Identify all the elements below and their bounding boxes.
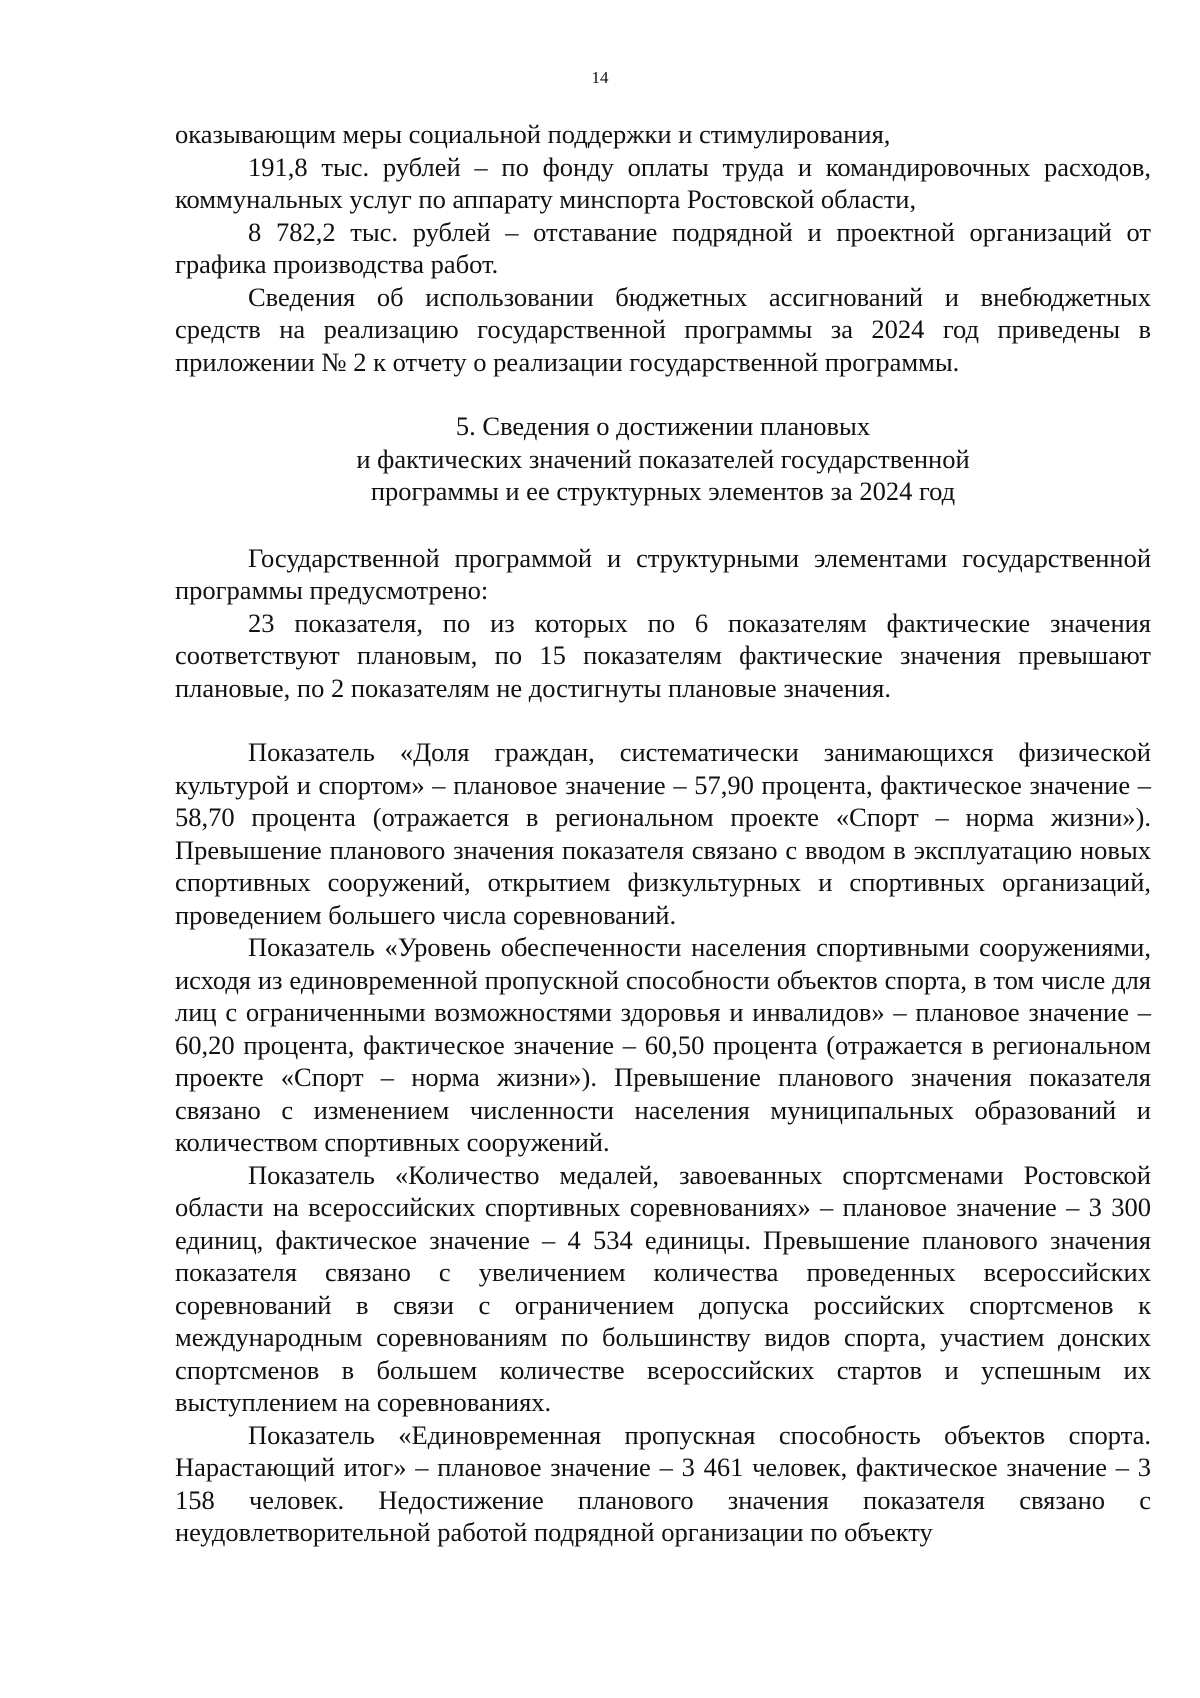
paragraph: Показатель «Доля граждан, систематически занимающихся физической культурой и спортом» – плановое значение – 57,90 процента, фактическое значение – 58,70 процента (отражается в региональном проекте «Спорт – норма жизни»). Превышение планового значения показателя связано с вводом в эксплуатацию новых спортивных сооружений, открытием физкультурных и спортивных организаций, проведением большего числа соревнований. (175, 737, 1151, 930)
section-heading-line: и фактических значений показателей государственной (356, 443, 970, 474)
paragraph: 191,8 тыс. рублей – по фонду оплаты труда и командировочных расходов, коммунальных услуг по аппарату минспорта Ростовской области, (175, 151, 1151, 214)
page-number: 14 (591, 68, 609, 87)
document-body (175, 118, 1151, 1549)
section-heading (175, 410, 1151, 508)
paragraph: Сведения об использовании бюджетных ассигнований и внебюджетных средств на реализацию государственной программы за 2024 год приведены в приложении № 2 к отчету о реализации государственной программы. (175, 281, 1151, 377)
paragraph: Показатель «Уровень обеспеченности населения спортивными сооружениями, исходя из единовременной пропускной способности объектов спорта, в том числе для лиц с ограниченными возможностями здоровья и инвалидов» – плановое значение – 60,20 процента, фактическое значение – 60,50 процента (отражается в региональном проекте «Спорт – норма жизни»). Превышение планового значения показателя связано с изменением численности населения муниципальных образований и количеством спортивных сооружений. (175, 932, 1151, 1157)
paragraph: Показатель «Количество медалей, завоеванных спортсменами Ростовской области на всероссийских спортивных соревнованиях» – плановое значение – 3 300 единиц, фактическое значение – 4 534 единицы. Превышение планового значения показателя связано с увеличением количества проведенных всероссийских соревнований в связи с ограничением допуска российских спортсменов к международным соревнованиям по большинству видов спорта, участием донских спортсменов в большем количестве всероссийских стартов и успешным их выступлением на соревнованиях. (175, 1159, 1151, 1417)
section-heading-line: 5. Сведения о достижении плановых (455, 411, 871, 441)
paragraph: 23 показателя, по из которых по 6 показателям фактические значения соответствуют плановым, по 15 показателям фактические значения превышают плановые, по 2 показателям не достигнуты плановые значения. (175, 607, 1151, 703)
paragraph: оказывающим меры социальной поддержки и стимулирования, (175, 119, 891, 149)
paragraph: Государственной программой и структурными элементами государственной программы предусмотрено: (175, 542, 1151, 605)
paragraph: Показатель «Единовременная пропускная способность объектов спорта. Нарастающий итог» – плановое значение – 3 461 человек, фактическое значение – 3 158 человек. Недостижение планового значения показателя связано с неудовлетворительной работой подрядной организации по объекту (175, 1419, 1151, 1547)
section-heading-line: программы и ее структурных элементов за 2024 год (370, 476, 956, 506)
paragraph: 8 782,2 тыс. рублей – отставание подрядной и проектной организаций от графика производства работ. (175, 216, 1151, 279)
paragraph-gap (175, 704, 1151, 736)
